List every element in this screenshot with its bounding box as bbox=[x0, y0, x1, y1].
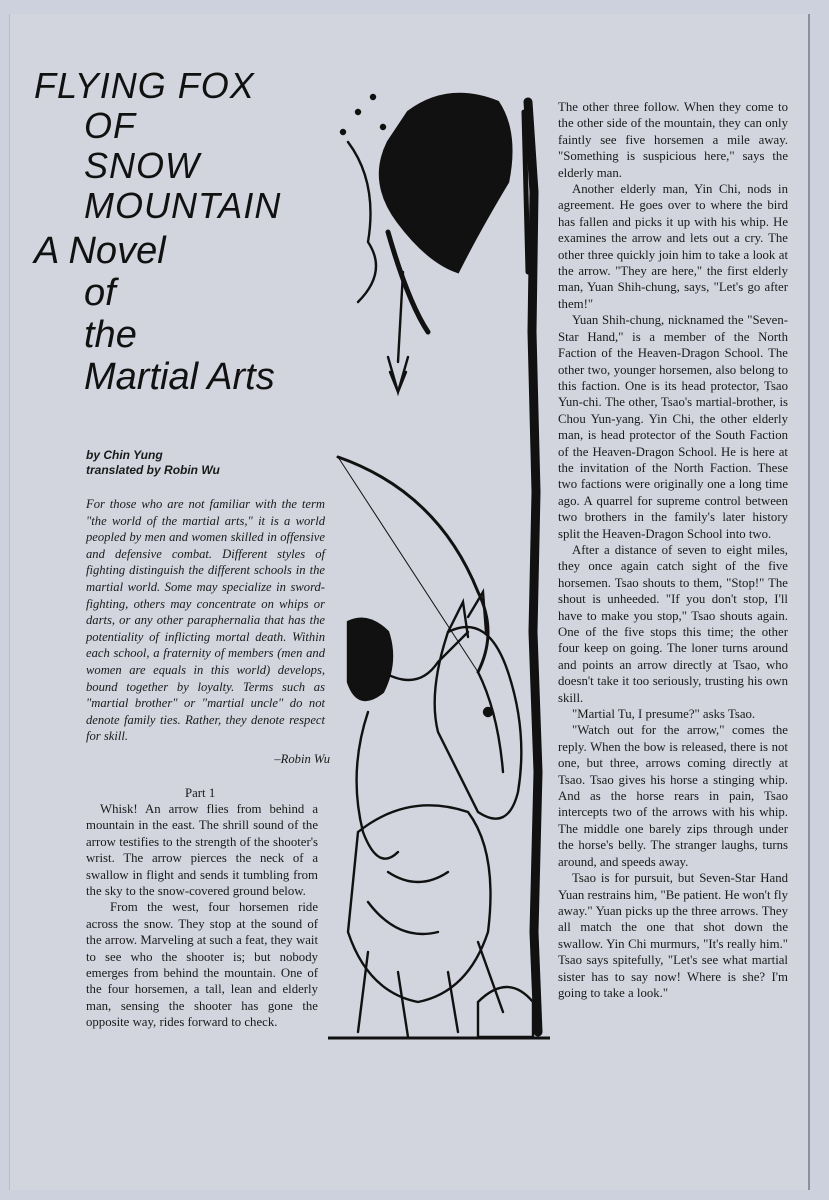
left-text-column bbox=[86, 801, 318, 1031]
title-line-3: SNOW bbox=[84, 145, 200, 186]
intro-signature: –Robin Wu bbox=[274, 752, 330, 766]
title-block bbox=[34, 66, 334, 398]
title-line-2: OF bbox=[84, 105, 136, 146]
part-heading: Part 1 bbox=[185, 786, 216, 800]
title-line-1: FLYING FOX bbox=[34, 65, 255, 106]
paragraph: Tsao is for pursuit, but Seven-Star Hand Yuan restrains him, "Be patient. He won't fly away." Yuan picks up the three arrows. They all match the one that shot down the swallow. Yin Chi murmurs, "It's really him." Tsao says spitefully, "Let's see what martial sister has to say now! Where is she? I'm going to take a look." bbox=[558, 871, 788, 1000]
subtitle-line-4: Martial Arts bbox=[84, 356, 275, 398]
byline bbox=[86, 448, 326, 478]
subtitle-line-3: the bbox=[84, 314, 137, 356]
horseman-archer-illustration-icon bbox=[328, 72, 550, 1046]
intro-note: For those who are not familiar with the term "the world of the martial arts," it is a world peopled by men and women skilled in offensive and defensive combat. Different styles of fighting distinguish the different schools in the martial world. Some may specialize in sword-fighting, others may concentrate on whips or darts, or any other paraphernalia that has the potentiality of inflicting mortal death. Within each school, a fraternity of members (men and women are equals in this world) develops, bound together by loyalty. Terms such as "martial brother" or "martial uncle" do not denote family ties. Rather, they denote respect for skill. bbox=[86, 497, 325, 744]
ink-illustration bbox=[328, 72, 550, 1046]
translator-credit: translated by Robin Wu bbox=[86, 463, 220, 477]
paragraph: Another elderly man, Yin Chi, nods in agreement. He goes over to where the bird has fallen and picks it up with his whip. He examines the arrow and lets out a cry. The other three quickly join him to take a look at the arrow. "They are here," the first elderly man, Yuan Shih-chung, says, "Let's go after them!" bbox=[558, 182, 788, 311]
paragraph: From the west, four horsemen ride across the snow. They stop at the sound of the arrow. Marveling at such a feat, they wait to see who the shooter is; but nobody emerges from behind the mountain. One of the four horsemen, a tall, lean and elderly man, sensing the shooter has gone the opposite way, rides forward to check. bbox=[86, 900, 318, 1030]
author-credit: by Chin Yung bbox=[86, 448, 163, 462]
title-line-4: MOUNTAIN bbox=[84, 185, 282, 226]
magazine-page bbox=[9, 14, 810, 1190]
paragraph: "Watch out for the arrow," comes the reply. When the bow is released, there is not one, but three, arrows coming directly at Tsao. Tsao gives his horse a stinging whip. And as the horse rears in pain, Tsao intercepts two of the arrows with his whip. The middle one barely zips through under the horse's belly. The stranger laughs, turns around, and speeds away. bbox=[558, 723, 788, 869]
subtitle-line-1: A Novel bbox=[34, 230, 166, 272]
paragraph: "Martial Tu, I presume?" asks Tsao. bbox=[572, 707, 756, 722]
subtitle-line-2: of bbox=[84, 272, 116, 314]
paragraph: Yuan Shih-chung, nicknamed the "Seven-Star Hand," is a member of the North Faction of the Heaven-Dragon School. The other two, younger horsemen, also belong to this faction. One is its head protector, Tsao Yun-chi. The other, Tsao's martial-brother, is Chou Yun-yang. Yin Chi, the other elderly man, is head protector of the South Faction of the Heaven-Dragon School. He is here at the invitation of the North Faction. These two factions were originally one a long time ago. A quarrel for supreme control between two brothers in the family's later history split the Heaven-Dragon School into two. bbox=[558, 313, 788, 541]
right-text-column bbox=[558, 99, 788, 1001]
paragraph: The other three follow. When they come to the other side of the mountain, they can only faintly see five horsemen a mile away. "Something is suspicious here," says the elderly man. bbox=[558, 100, 788, 180]
paragraph: Whisk! An arrow flies from behind a mountain in the east. The shrill sound of the arrow testifies to the strength of the shooter's wrist. The arrow pierces the neck of a swallow in flight and sends it tumbling from the sky to the snow-covered ground below. bbox=[86, 802, 318, 899]
paragraph: After a distance of seven to eight miles, they once again catch sight of the five horsemen. Tsao shouts to them, "Stop!" The shout is unheeded. "If you don't stop, I'll have to make you stop," Tsao shouts again. One of the five stops this time; the other four keep on going. The loner turns around and points an arrow directly at Tsao, who doesn't take it too seriously, trusting his own skill. bbox=[558, 542, 788, 705]
